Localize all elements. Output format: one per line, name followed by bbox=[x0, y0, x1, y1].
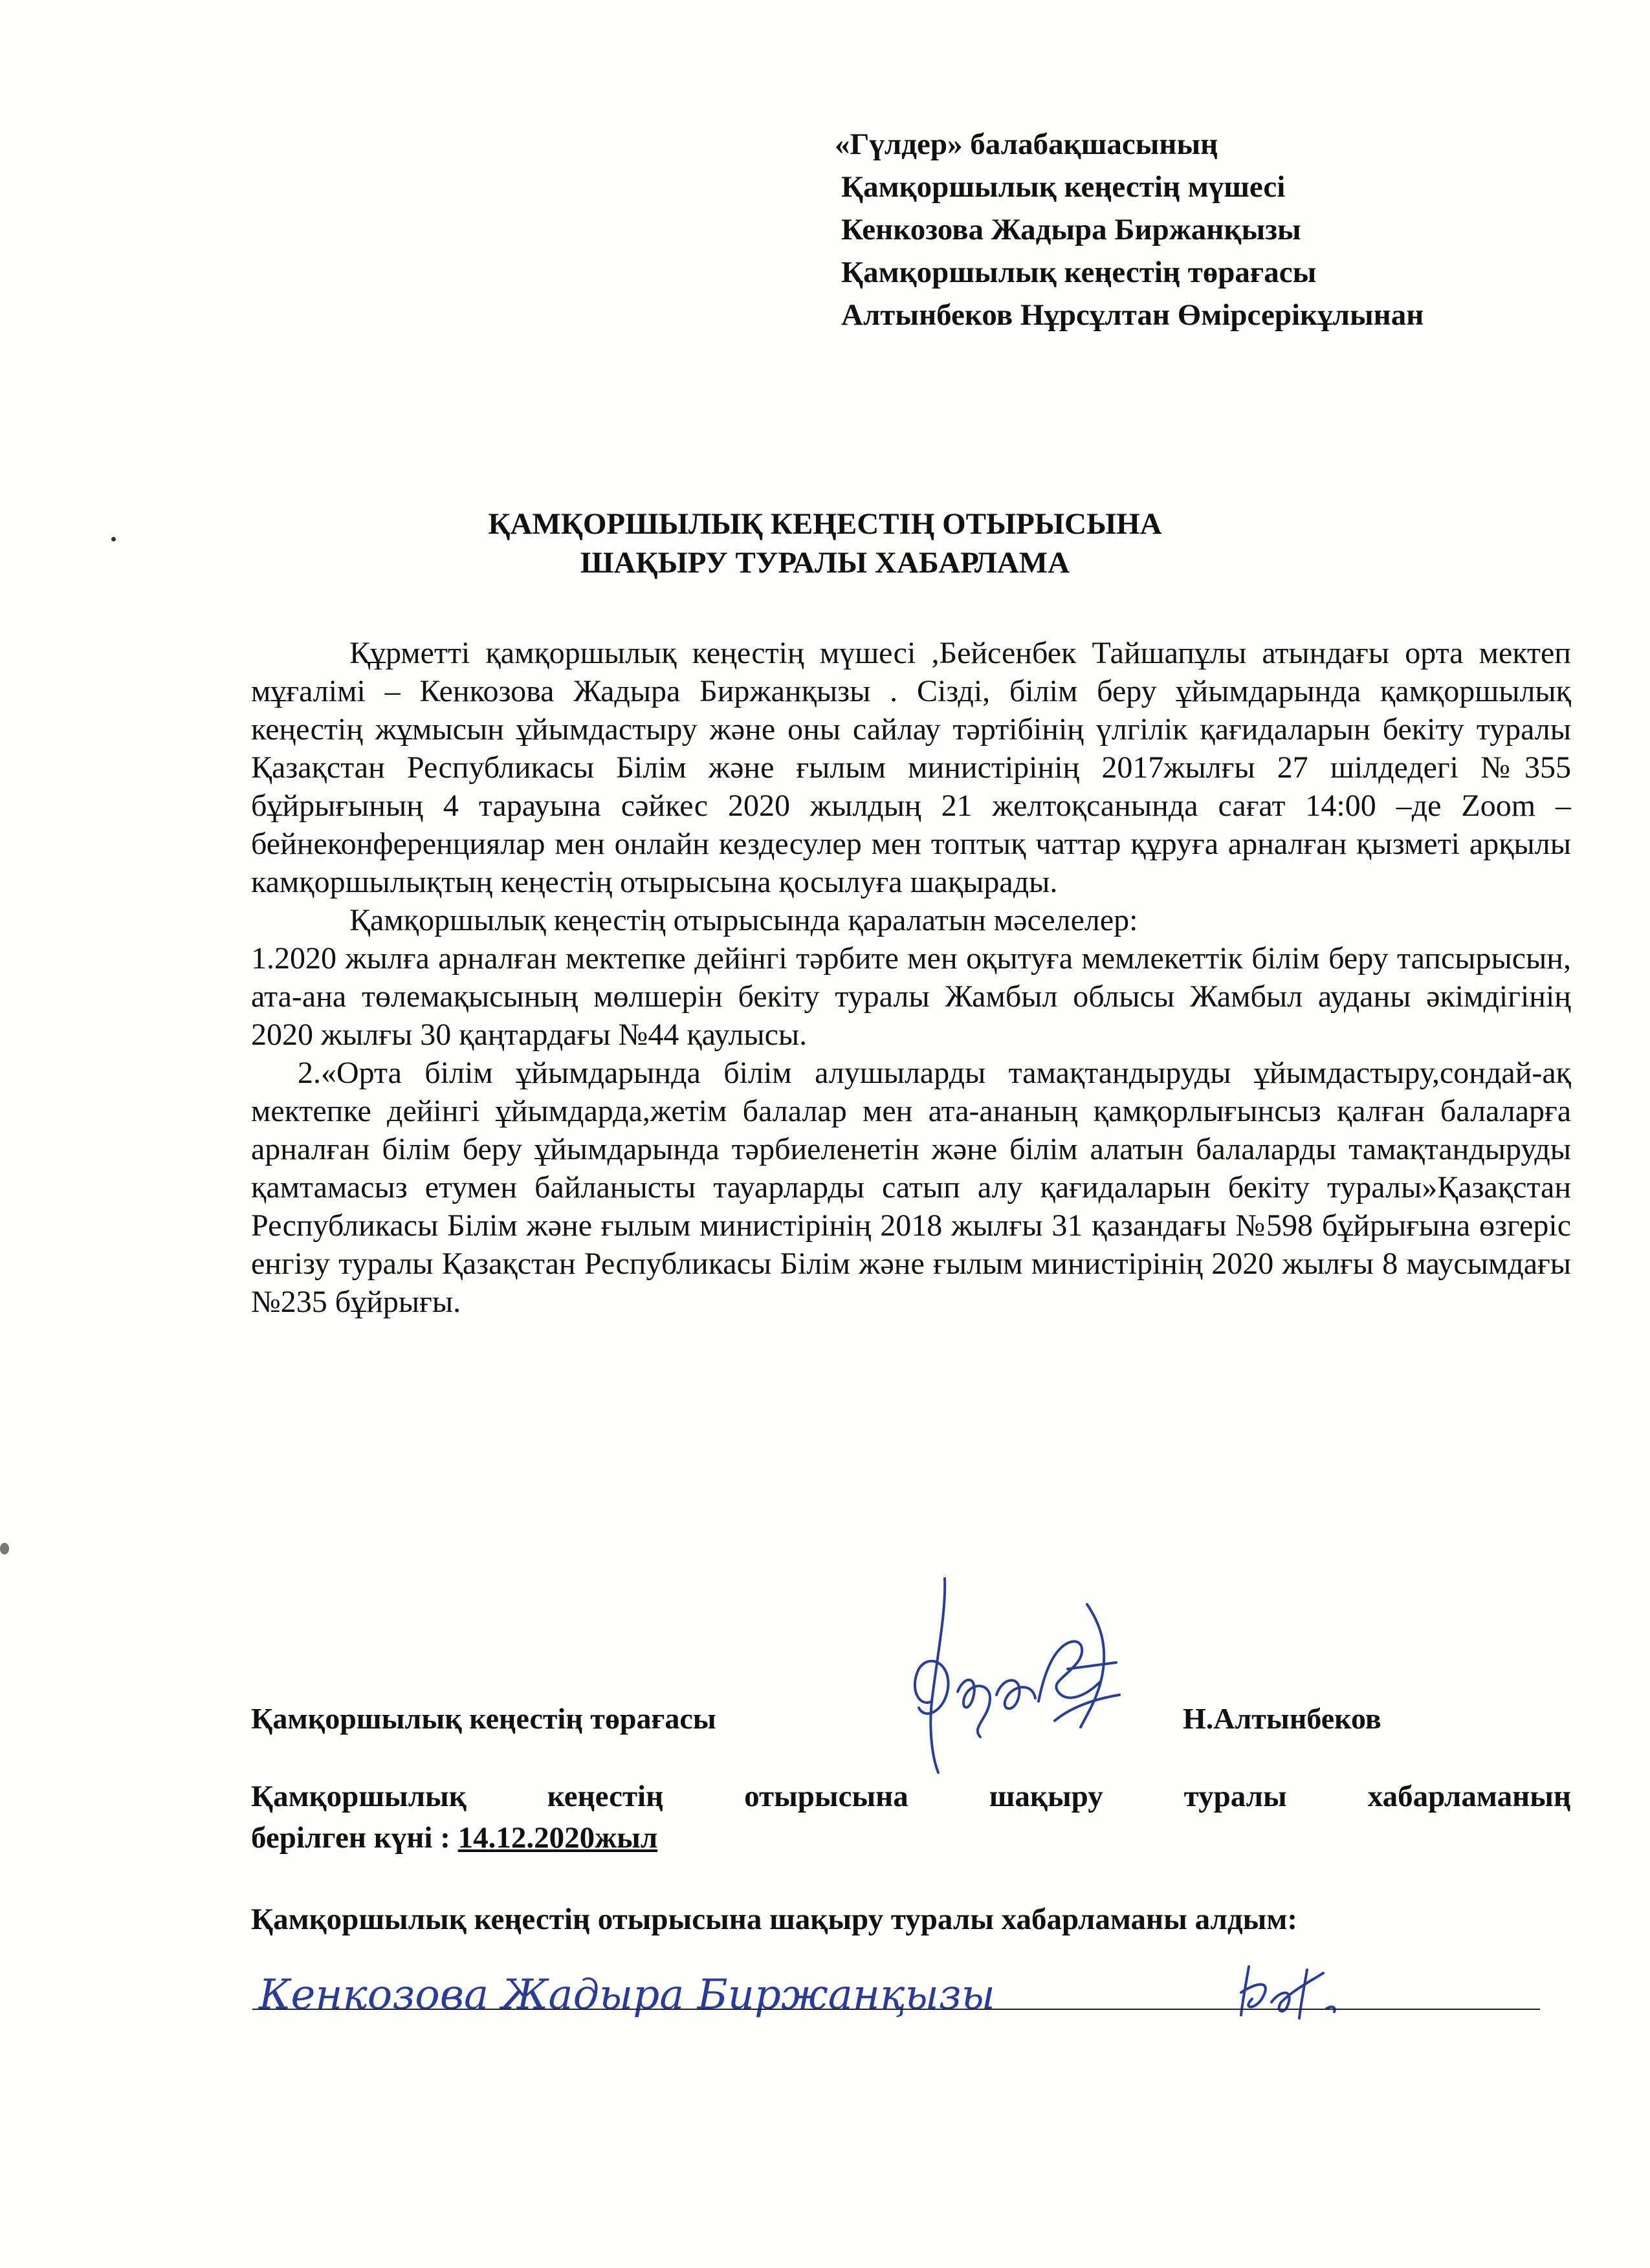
scan-speck bbox=[111, 537, 116, 541]
recipient-line: Алтынбеков Нұрсұлтан Өмірсерікұлынан bbox=[841, 298, 1424, 332]
receipt-label: Қамқоршылық кеңестің отырысына шақыру туралы хабарламаны алдым: bbox=[251, 1903, 1298, 1936]
title-line: ШАҚЫРУ ТУРАЛЫ ХАБАРЛАМА bbox=[580, 546, 1070, 580]
issue-date-caption bbox=[251, 1776, 1571, 1817]
invitation-paragraph: Құрметті қамқоршылық кеңестің мүшесі ,Бейсенбек Тайшапұлы атындағы орта мектеп мұғалімі – Кенкозова Жадыра Биржанқызы . Сізді, білім беру ұйымдарында қамқоршылық кеңестің жұмысын ұйымдастыру және оны сайлау тәртібінің үлгілік қағидаларын бекіту туралы Қазақстан Республикасы Білім және ғылым министірінің 2017жылғы 27 шілдедегі №355 бұйрығының 4 тарауына сәйкес 2020 жылдың 21 желтоқсанында сағат 14:00 –де Zoom – бейнеконференциялар мен онлайн кездесулер мен топтық чаттар құруға арналған қызметі арқылы камқоршылықтың кеңестің отырысына қосылуға шақырады. bbox=[251, 636, 1571, 899]
recipient-line: Қамқоршылық кеңестің төрағасы bbox=[841, 256, 1317, 289]
recipient-line: Кенкозова Жадыра Биржанқызы bbox=[841, 213, 1301, 246]
issue-date-label: берілген күні : bbox=[251, 1821, 458, 1855]
chairman-name: Н.Алтынбеков bbox=[1183, 1702, 1381, 1735]
caption-word: туралы bbox=[1183, 1780, 1287, 1813]
caption-word: Қамқоршылық bbox=[251, 1780, 467, 1813]
issue-date-line bbox=[251, 1817, 1571, 1859]
recipient-line: Қамқоршылық кеңестің мүшесі bbox=[841, 170, 1286, 204]
title-line: ҚАМҚОРШЫЛЫҚ КЕҢЕСТІҢ ОТЫРЫСЫНА bbox=[488, 507, 1162, 541]
caption-word: кеңестің bbox=[547, 1780, 664, 1813]
issue-item: 1.2020 жылға арналған мектепке дейінгі тәрбите мен оқытуға мемлекеттік білім беру тапсырысын, ата-ана төлемақысының мөлшерін бекіту туралы Жамбыл облысы Жамбыл ауданы әкімдігінің 2020 жылғы 30 қаңтардағы №44 қаулысы. bbox=[251, 941, 1571, 1052]
caption-word: хабарламаның bbox=[1367, 1780, 1571, 1813]
caption-word: шақыру bbox=[989, 1780, 1103, 1813]
recipient-block bbox=[835, 123, 1424, 336]
document-body bbox=[251, 634, 1571, 1321]
handwritten-recipient-name bbox=[252, 1954, 1417, 2025]
chairman-signature bbox=[893, 1572, 1165, 1779]
document-title bbox=[0, 505, 1650, 582]
handwritten-text: Кенкозова Жадыра Биржанқызы bbox=[259, 1971, 995, 2019]
issue-date-value: 14.12.2020жыл bbox=[457, 1821, 658, 1855]
scan-speck bbox=[0, 1543, 9, 1554]
recipient-line: «Гүлдер» балабақшасының bbox=[835, 127, 1218, 161]
caption-word: отырысына bbox=[744, 1780, 908, 1813]
issues-heading: Қамқоршылық кеңестің отырысында қаралатын мәселелер: bbox=[349, 903, 1138, 937]
chairman-role: Қамқоршылық кеңестің төрағасы bbox=[251, 1702, 716, 1735]
receipt-signature-line bbox=[252, 2009, 1540, 2010]
issue-date-block bbox=[251, 1776, 1571, 1859]
issue-item: 2.«Орта білім ұйымдарында білім алушыларды тамақтандыруды ұйымдастыру,сондай-ақ мектепке дейінгі ұйымдарда,жетім балалар мен ата-ананың қамқорлығынсыз қалған балаларға арналған білім беру ұйымдарында тәрбиеленетін және білім алатын балаларды тамақтандыруды қамтамасыз етумен байланысты тауарларды сатып алу қағидаларын бекіту туралы»Қазақстан Республикасы Білім және ғылым министірінің 2018 жылғы 31 қазандағы №598 бұйрығына өзгеріс енгізу туралы Қазақстан Республикасы Білім және ғылым министірінің 2020 жылғы 8 маусымдағы №235 бұйрығы. bbox=[251, 1056, 1571, 1319]
